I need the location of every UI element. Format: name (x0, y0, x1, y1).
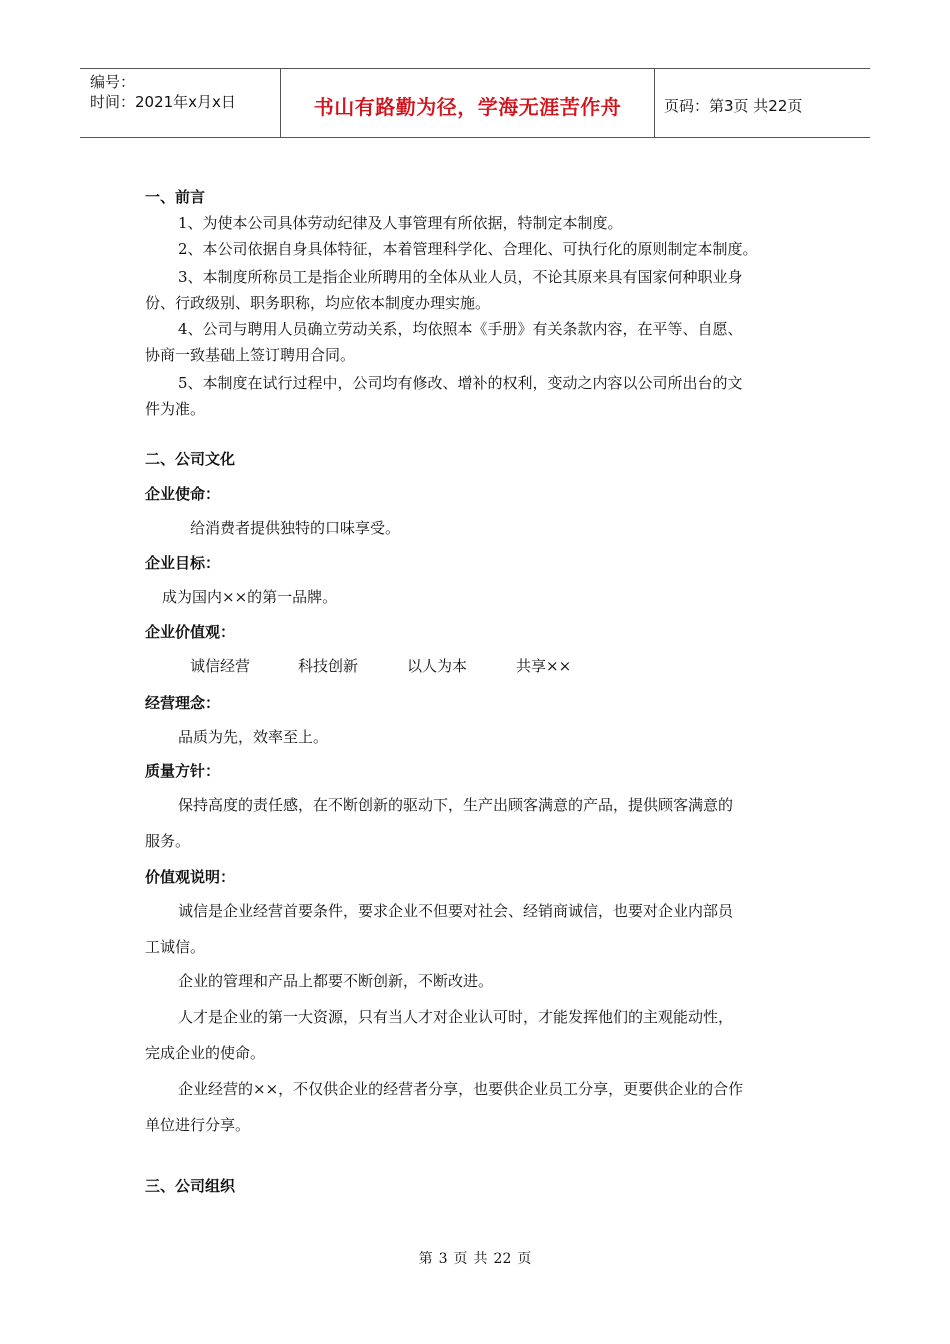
header-motto: 书山有路勤为径，学海无涯苦作舟 (313, 95, 622, 119)
section-title-preface: 一、前言 (145, 188, 206, 206)
value-item: 诚信经营 (190, 657, 251, 675)
philosophy-text: 品质为先，效率至上。 (178, 728, 329, 746)
header-motto-cell (280, 69, 655, 137)
explain-line: 单位进行分享。 (145, 1116, 251, 1134)
preface-line: 5、本制度在试行过程中，公司均有修改、增补的权利，变动之内容以公司所出台的文 (178, 374, 743, 392)
philosophy-label: 经营理念： (145, 694, 221, 712)
footer-page-number: 3 (438, 1251, 448, 1267)
section-title-organization: 三、公司组织 (145, 1177, 236, 1195)
goal-text: 成为国内××的第一品牌。 (162, 588, 338, 606)
value-item: 共享×× (516, 657, 572, 675)
footer-total-pages: 22 (493, 1251, 512, 1267)
footer-text: 页 (517, 1251, 532, 1267)
section-title-culture: 二、公司文化 (145, 450, 236, 468)
explain-line: 企业经营的××，不仅供企业的经营者分享，也要供企业员工分享，更要供企业的合作 (178, 1080, 744, 1098)
quality-line: 保持高度的责任感，在不断创新的驱动下，生产出顾客满意的产品，提供顾客满意的 (178, 796, 734, 814)
explain-line: 工诚信。 (145, 938, 206, 956)
page-footer (0, 1248, 950, 1268)
mission-label: 企业使命： (145, 485, 221, 503)
header-page-cell (654, 69, 870, 137)
goal-label: 企业目标： (145, 554, 221, 572)
preface-line: 2、本公司依据自身具体特征，本着管理科学化、合理化、可执行化的原则制定本制度。 (178, 240, 758, 258)
document-number-label: 编号： (90, 73, 136, 91)
preface-line: 4、公司与聘用人员确立劳动关系，均依照本《手册》有关条款内容，在平等、自愿、 (178, 320, 743, 338)
quality-label: 质量方针： (145, 762, 221, 780)
values-label: 企业价值观： (145, 623, 236, 641)
explain-line: 完成企业的使命。 (145, 1044, 266, 1062)
value-item: 以人为本 (407, 657, 468, 675)
footer-text: 第 (418, 1251, 433, 1267)
value-item: 科技创新 (298, 657, 359, 675)
footer-text: 共 (473, 1251, 488, 1267)
preface-line: 份、行政级别、职务职称，均应依本制度办理实施。 (145, 294, 491, 312)
header-meta-cell (80, 69, 280, 137)
explain-label: 价值观说明： (145, 868, 236, 886)
explain-line: 人才是企业的第一大资源，只有当人才对企业认可时，才能发挥他们的主观能动性， (178, 1008, 734, 1026)
mission-text: 给消费者提供独特的口味享受。 (190, 519, 401, 537)
page-header (80, 68, 870, 138)
explain-line: 诚信是企业经营首要条件，要求企业不但要对社会、经销商诚信，也要对企业内部员 (178, 902, 734, 920)
preface-line: 1、为使本公司具体劳动纪律及人事管理有所依据，特制定本制度。 (178, 214, 623, 232)
header-page-code: 页码：第3页 共22页 (664, 97, 803, 115)
footer-text: 页 (453, 1251, 468, 1267)
preface-line: 协商一致基础上签订聘用合同。 (145, 346, 356, 364)
preface-line: 3、本制度所称员工是指企业所聘用的全体从业人员，不论其原来具有国家何种职业身 (178, 268, 743, 286)
explain-line: 企业的管理和产品上都要不断创新，不断改进。 (178, 972, 494, 990)
quality-line: 服务。 (145, 832, 191, 850)
preface-line: 件为准。 (145, 400, 206, 418)
document-date-label: 时间：2021年x月x日 (90, 93, 236, 111)
